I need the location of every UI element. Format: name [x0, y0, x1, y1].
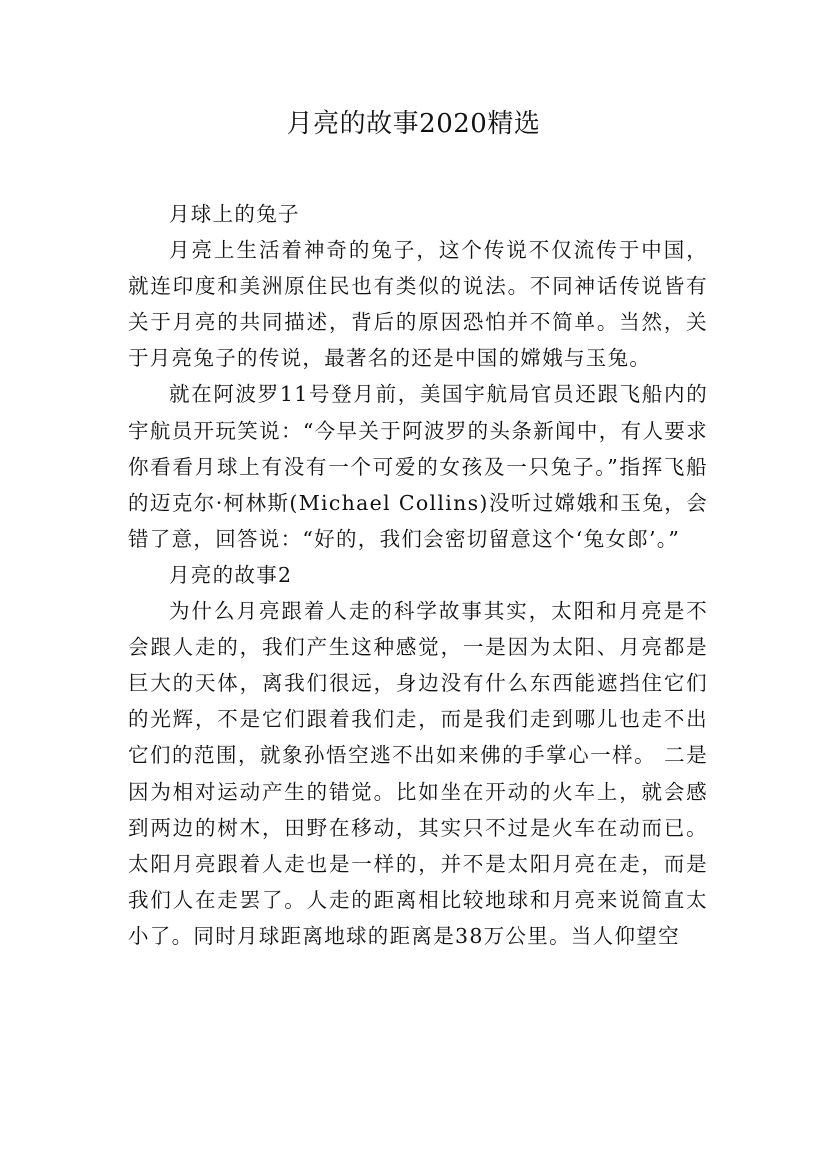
paragraph-apollo-11: 就在阿波罗11号登月前，美国宇航局官员还跟飞船内的宇航员开玩笑说：“今早关于阿波罗的头条新闻中，有人要求你看看月球上有没有一个可爱的女孩及一只兔子。”指挥飞船的迈克尔·柯林斯(Michael Collins)没听过嫦娥和玉兔，会错了意，回答说：“好的，我们会密切留意这个‘兔女郎’。” [128, 382, 708, 551]
paragraph-moon-follows-people: 为什么月亮跟着人走的科学故事其实，太阳和月亮是不会跟人走的，我们产生这种感觉，一是因为太阳、月亮都是巨大的天体，离我们很远，身边没有什么东西能遮挡住它们的光辉，不是它们跟着我们走，而是我们走到哪儿也走不出它们的范围，就象孙悟空逃不出如来佛的手掌心一样。 二是因为相对运动产生的错觉。比如坐在开动的火车上，就会感到两边的树木，田野在移动，其实只不过是火车在动而已。太阳月亮跟着人走也是一样的，并不是太阳月亮在走，而是我们人在走罢了。人走的距离相比较地球和月亮来说简直太小了。同时月球距离地球的距离是38万公里。当人仰望空 [128, 599, 708, 948]
section-heading-moon-story-2: 月亮的故事2 [169, 562, 293, 587]
section-heading-moon-rabbit: 月球上的兔子 [169, 202, 300, 226]
document-body [128, 196, 708, 954]
paragraph-moon-rabbit-legend: 月亮上生活着神奇的兔子，这个传说不仅流传于中国，就连印度和美洲原住民也有类似的说法。不同神话传说皆有关于月亮的共同描述，背后的原因恐怕并不简单。当然，关于月亮兔子的传说，最著名的还是中国的嫦娥与玉兔。 [128, 238, 708, 371]
document-title: 月亮的故事2020精选 [286, 109, 541, 139]
